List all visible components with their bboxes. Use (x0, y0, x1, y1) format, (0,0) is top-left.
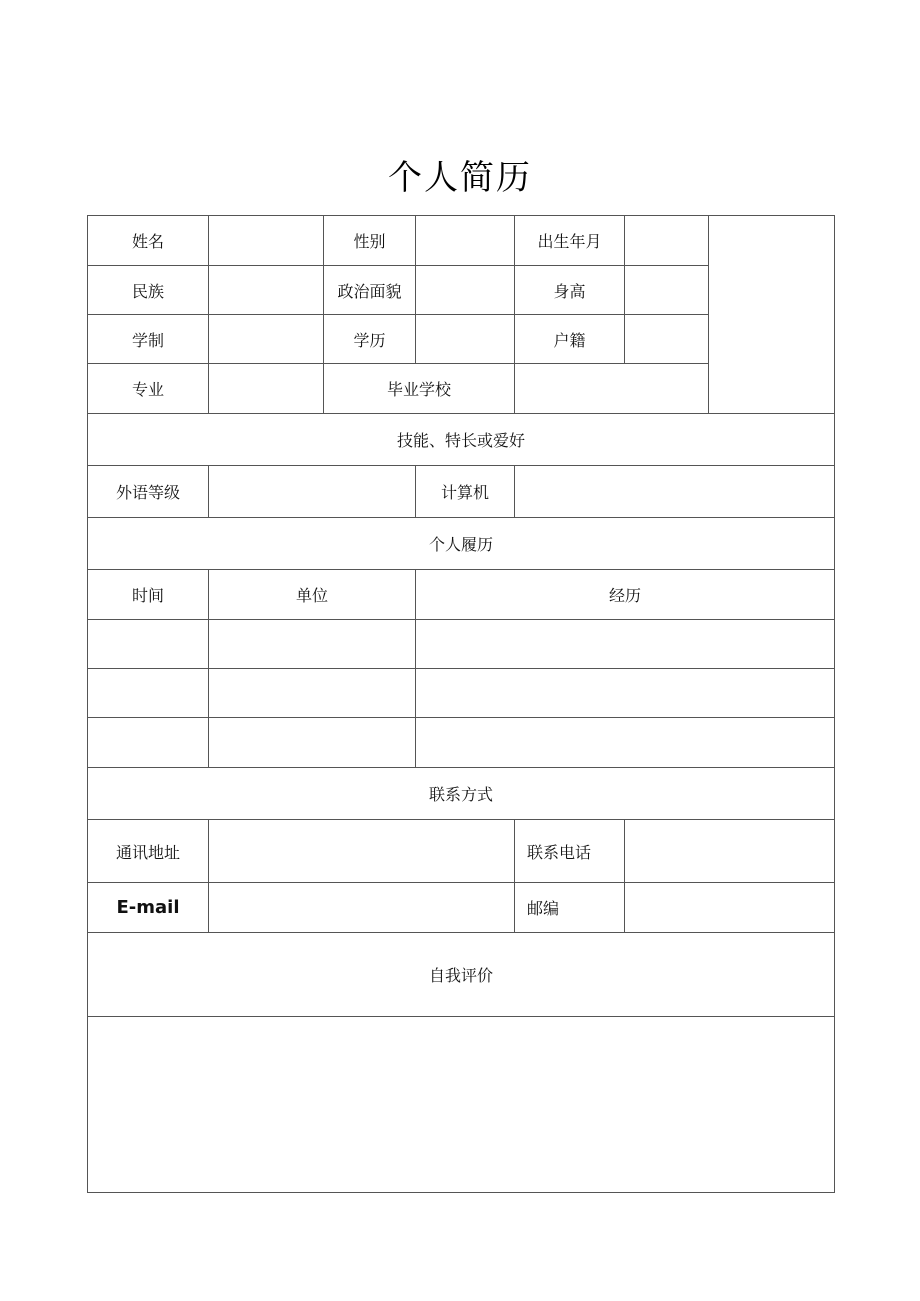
major-field[interactable] (209, 364, 324, 414)
history-col-unit: 单位 (209, 570, 416, 620)
birth-field[interactable] (625, 216, 709, 266)
language-level-field[interactable] (209, 466, 416, 518)
schooling-field[interactable] (209, 315, 324, 364)
email-field[interactable] (209, 883, 515, 933)
phone-label: 联系电话 (515, 820, 625, 883)
political-status-field[interactable] (416, 266, 515, 315)
household-field[interactable] (625, 315, 709, 364)
photo-box[interactable] (709, 216, 835, 414)
postcode-label: 邮编 (515, 883, 625, 933)
table-row (88, 718, 835, 768)
computer-label: 计算机 (416, 466, 515, 518)
political-status-label: 政治面貌 (324, 266, 416, 315)
language-level-label: 外语等级 (88, 466, 209, 518)
birth-label: 出生年月 (515, 216, 625, 266)
history-experience-field[interactable] (416, 620, 835, 669)
history-time-field[interactable] (88, 669, 209, 718)
history-heading: 个人履历 (88, 518, 835, 570)
email-label: E-mail (88, 883, 209, 933)
school-field[interactable] (515, 364, 709, 414)
history-experience-field[interactable] (416, 718, 835, 768)
height-field[interactable] (625, 266, 709, 315)
contact-heading: 联系方式 (88, 768, 835, 820)
resume-table (87, 215, 835, 1193)
table-row (88, 620, 835, 669)
gender-field[interactable] (416, 216, 515, 266)
ethnicity-field[interactable] (209, 266, 324, 315)
history-time-field[interactable] (88, 620, 209, 669)
table-row (88, 669, 835, 718)
computer-field[interactable] (515, 466, 835, 518)
self-evaluation-heading: 自我评价 (88, 933, 835, 1017)
history-col-experience: 经历 (416, 570, 835, 620)
name-field[interactable] (209, 216, 324, 266)
history-unit-field[interactable] (209, 718, 416, 768)
history-time-field[interactable] (88, 718, 209, 768)
household-label: 户籍 (515, 315, 625, 364)
school-label: 毕业学校 (324, 364, 515, 414)
history-unit-field[interactable] (209, 669, 416, 718)
name-label: 姓名 (88, 216, 209, 266)
history-col-time: 时间 (88, 570, 209, 620)
phone-field[interactable] (625, 820, 835, 883)
address-field[interactable] (209, 820, 515, 883)
history-experience-field[interactable] (416, 669, 835, 718)
major-label: 专业 (88, 364, 209, 414)
skills-heading: 技能、特长或爱好 (88, 414, 835, 466)
self-evaluation-field[interactable] (88, 1017, 835, 1193)
height-label: 身高 (515, 266, 625, 315)
page-title: 个人简历 (388, 158, 532, 198)
address-label: 通讯地址 (88, 820, 209, 883)
history-unit-field[interactable] (209, 620, 416, 669)
education-field[interactable] (416, 315, 515, 364)
education-label: 学历 (324, 315, 416, 364)
ethnicity-label: 民族 (88, 266, 209, 315)
gender-label: 性别 (324, 216, 416, 266)
postcode-field[interactable] (625, 883, 835, 933)
schooling-label: 学制 (88, 315, 209, 364)
